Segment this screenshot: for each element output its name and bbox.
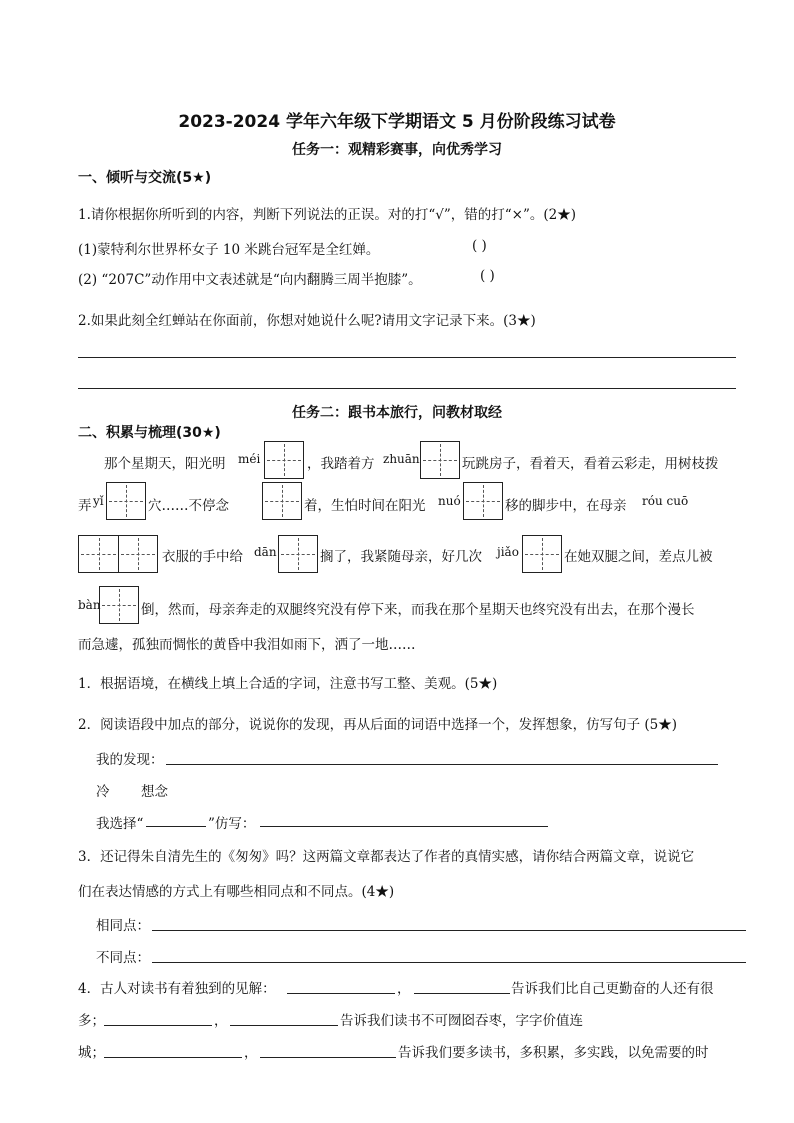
question-1-1: 1.请你根据你所听到的内容，判断下列说法的正误。对的打“√”，错的打“×”。(2★) [78, 207, 577, 223]
diff-label: 不同点： [96, 950, 150, 966]
passage-text: 那个星期天，阳光明 [104, 456, 226, 472]
writing-grid[interactable] [262, 482, 302, 520]
comma: ， [397, 981, 411, 997]
question-2-4-text: 告诉我们要多读书，多积累，多实践，以免需要的时 [398, 1045, 709, 1061]
writing-grid[interactable] [522, 535, 562, 573]
pinyin: bàn [78, 598, 101, 612]
writing-grid[interactable] [463, 482, 503, 520]
passage-text: 衣服的手中给 [162, 549, 243, 565]
passage-text: 而急遽，孤独而惆怅的黄昏中我泪如雨下，洒了一地…… [78, 637, 416, 653]
same-label: 相同点： [96, 918, 150, 934]
writing-grid[interactable] [264, 441, 304, 479]
answer-line[interactable] [78, 357, 736, 358]
imitate-label: ”仿写： [208, 816, 256, 832]
answer-line[interactable] [104, 1025, 212, 1026]
question-2-4-text: 告诉我们比自己更勤奋的人还有很 [511, 981, 714, 997]
writing-grid[interactable] [99, 586, 139, 624]
question-2-3: 3．还记得朱自清先生的《匆匆》吗？这两篇文章都表达了作者的真情实感，请你结合两篇文章，说说它 [78, 849, 695, 865]
section-two-heading: 二、积累与梳理(30★) [78, 425, 221, 441]
comma: ， [244, 1045, 258, 1061]
writing-grid[interactable] [106, 482, 146, 520]
pinyin: jiǎo [497, 545, 519, 559]
answer-paren-b[interactable]: ( ) [480, 268, 495, 284]
pinyin: dān [254, 545, 277, 559]
answer-line[interactable] [166, 764, 718, 765]
question-2-4-text: 告诉我们读书不可囫囵吞枣，字字价值连 [340, 1013, 583, 1029]
passage-text: 倒，然而，母亲奔走的双腿终究没有停下来，而我在那个星期天也终究没有出去，在那个漫长 [141, 602, 695, 618]
choice-blank[interactable] [146, 826, 206, 827]
task-two-heading: 任务二：跟书本旅行，问教材取经 [292, 405, 502, 421]
question-1-2: 2.如果此刻全红蝉站在你面前，你想对她说什么呢?请用文字记录下来。(3★) [78, 313, 536, 329]
pinyin: méi [238, 452, 261, 466]
question-2-1: 1．根据语境，在横线上填上合适的字词，注意书写工整、美观。(5★) [78, 676, 498, 692]
passage-text: 在她双腿之间，差点儿被 [564, 549, 713, 565]
writing-grid[interactable] [278, 535, 318, 573]
answer-line[interactable] [287, 993, 395, 994]
writing-grid[interactable] [420, 441, 460, 479]
answer-line[interactable] [414, 993, 510, 994]
answer-line[interactable] [152, 930, 746, 931]
passage-text: ，我踏着方 [307, 456, 375, 472]
pinyin: nuó [438, 494, 461, 508]
answer-paren-a[interactable]: ( ) [472, 238, 487, 254]
answer-line[interactable] [78, 388, 736, 389]
answer-line[interactable] [230, 1025, 338, 1026]
choose-label: 我选择“ [96, 816, 144, 832]
pinyin: yǐ [93, 494, 104, 508]
question-2-4-text: 多； [78, 1013, 105, 1029]
question-2-4: 4．古人对读书有着独到的见解： [78, 981, 276, 997]
task-one-heading: 任务一：观精彩赛事，向优秀学习 [292, 142, 502, 158]
question-2-4-text: 城； [78, 1045, 105, 1061]
question-2-2: 2．阅读语段中加点的部分，说说你的发现，再从后面的词语中选择一个，发挥想象，仿写句子 (5★) [78, 717, 678, 733]
pinyin: zhuān [383, 452, 420, 466]
passage-text: 着，生怕时间在阳光 [304, 498, 426, 514]
question-1-1-b: (2) “207C”动作用中文表述就是“向内翻腾三周半抱膝”。 [78, 272, 422, 288]
word-option: 想念 [141, 784, 168, 800]
passage-text: 弄 [78, 498, 92, 514]
exam-title: 2023-2024 学年六年级下学期语文 5 月份阶段练习试卷 [178, 112, 616, 132]
comma: ， [214, 1013, 228, 1029]
question-1-1-a: (1)蒙特利尔世界杯女子 10 米跳台冠军是全红婵。 [78, 242, 380, 258]
answer-line[interactable] [152, 962, 746, 963]
passage-text: 搁了，我紧随母亲，好几次 [320, 549, 482, 565]
discovery-label: 我的发现： [96, 752, 164, 768]
answer-line[interactable] [260, 826, 548, 827]
question-2-3-cont: 们在表达情感的方式上有哪些相同点和不同点。(4★) [78, 884, 395, 900]
pinyin: róu cuō [642, 494, 689, 508]
passage-text: 玩跳房子，看着天，看着云彩走，用树枝拨 [462, 456, 719, 472]
passage-text: 穴……不停念 [148, 498, 229, 514]
section-one-heading: 一、倾听与交流(5★) [78, 170, 212, 186]
writing-grid-double[interactable] [78, 535, 158, 573]
word-option: 冷 [96, 784, 110, 800]
passage-text: 移的脚步中，在母亲 [505, 498, 627, 514]
answer-line[interactable] [260, 1057, 396, 1058]
answer-line[interactable] [104, 1057, 242, 1058]
